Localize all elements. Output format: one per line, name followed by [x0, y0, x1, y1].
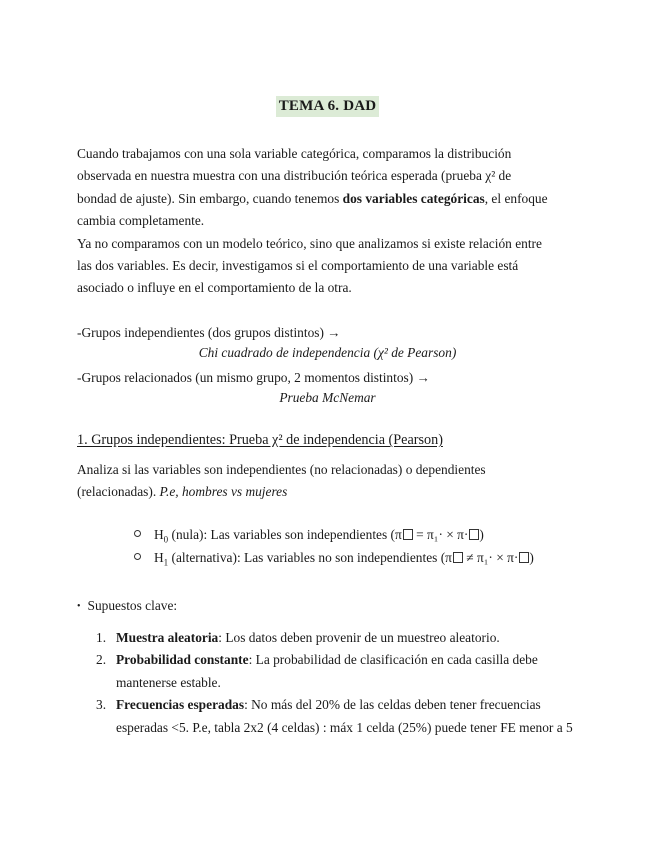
alternative-hypothesis: $H_1$ (alternativa): Las variables no son independientes (π ≠ π₁· × π· )	[134, 550, 534, 568]
list-item-term: Muestra aleatoria	[116, 630, 219, 645]
intro-line: las dos variables. Es decir, investigamos si el comportamiento de una variable está	[77, 258, 519, 274]
circle-bullet-icon	[134, 553, 141, 560]
list-item-text: : No más del 20% de las celdas deben tener frecuencias	[244, 697, 541, 713]
related-test-name: Prueba McNemar	[279, 390, 376, 405]
assumptions-list	[96, 627, 586, 739]
list-item	[96, 649, 586, 694]
list-item-term: Frecuencias esperadas	[116, 697, 245, 713]
h0-subscript: 0	[163, 534, 169, 545]
independent-test-name: Chi cuadrado de independencia (χ² de Pearson)	[198, 345, 457, 360]
list-number: 1.	[96, 630, 107, 645]
description-example: P.e, hombres vs mujeres	[159, 484, 288, 500]
list-number: 3.	[96, 697, 107, 713]
list-item-text: : Los datos deben provenir de un muestreo aleatorio.	[218, 630, 500, 645]
list-item-text: : La probabilidad de clasificación en cada casilla debe	[248, 652, 538, 668]
h0-text: (nula): Las variables son independientes (π	[168, 527, 402, 542]
bold-phrase: dos variables categóricas	[342, 190, 485, 206]
intro-line: observada en nuestra muestra con una distribución teórica esperada (prueba χ² de	[77, 168, 512, 184]
related-groups-label: -Grupos relacionados (un mismo grupo, 2 momentos distintos) →	[77, 370, 430, 385]
missing-glyph-box	[519, 552, 529, 563]
h1-label: H	[154, 550, 164, 565]
intro-line: Ya no comparamos con un modelo teórico, sino que analizamos si existe relación entre	[77, 235, 542, 251]
description-line: Analiza si las variables son independientes (no relacionadas) o dependientes	[77, 462, 486, 477]
description-text: (relacionadas).	[77, 484, 160, 500]
intro-line-end: , el enfoque	[484, 190, 548, 206]
independent-groups-label: -Grupos independientes (dos grupos distintos) →	[77, 325, 341, 340]
h1-text: (alternativa): Las variables no son independientes (π	[168, 550, 452, 565]
h1-subscript: 1	[163, 557, 169, 568]
list-item	[96, 627, 586, 649]
title-container	[0, 96, 655, 117]
section-heading: 1. Grupos independientes: Prueba χ² de independencia (Pearson)	[77, 432, 443, 448]
list-item-term: Probabilidad constante	[116, 652, 249, 668]
bullet-dot-icon: •	[77, 601, 81, 612]
page-title: TEMA 6. DAD	[276, 96, 380, 117]
list-item-continuation: esperadas <5. P.e, tabla 2x2 (4 celdas) : máx 1 celda (25%) puede tener FE menor a 5	[116, 719, 573, 735]
h1-formula: ≠ π₁· × π·	[462, 550, 519, 565]
h0-label: H	[154, 527, 164, 542]
intro-line	[77, 188, 577, 210]
intro-line-text: bondad de ajuste). Sin embargo, cuando tenemos	[77, 190, 343, 206]
assumptions-title	[77, 598, 177, 614]
h0-formula: = π₁· × π·	[412, 527, 469, 542]
circle-bullet-icon	[134, 530, 141, 537]
intro-line: Cuando trabajamos con una sola variable categórica, comparamos la distribución	[77, 146, 512, 161]
intro-line: asociado o influye en el comportamiento de la otra.	[77, 280, 352, 296]
missing-glyph-box	[453, 552, 463, 563]
list-item-continuation: mantenerse estable.	[116, 674, 221, 690]
missing-glyph-box	[469, 529, 479, 540]
section-description	[77, 459, 577, 504]
list-number: 2.	[96, 652, 107, 668]
intro-paragraph	[77, 143, 577, 300]
assumptions-title-text: Supuestos clave:	[87, 598, 178, 613]
missing-glyph-box	[403, 529, 413, 540]
intro-line: cambia completamente.	[77, 213, 205, 229]
list-item	[96, 694, 586, 739]
description-line	[77, 481, 577, 503]
null-hypothesis: $H_0$ (nula): Las variables son independientes (π = π₁· × π· )	[134, 527, 484, 545]
